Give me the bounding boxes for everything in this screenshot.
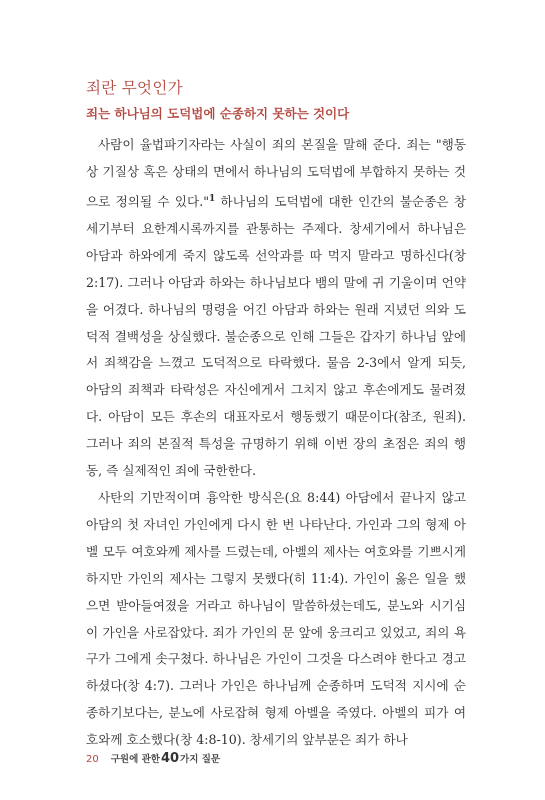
book-title-number: 40 [160, 751, 180, 766]
footnote-marker[interactable]: 1 [209, 193, 216, 204]
page-footer [86, 751, 220, 766]
book-title-suffix: 가지 질문 [180, 754, 221, 765]
paragraph-1-text-before-note: 사람이 율법파기자라는 사실이 죄의 본질을 말해 준다. 죄는 "행동상 기질상 혹은 상태의 면에서 하나님의 도덕법에 부합하지 못하는 것으로 정의될 수 있다." [86, 137, 466, 209]
section-title: 죄란 무엇인가 [86, 79, 183, 97]
paragraph-1 [86, 132, 466, 485]
book-title-prefix: 구원에 관한 [110, 754, 160, 765]
section-subtitle: 죄는 하나님의 도덕법에 순종하지 못하는 것이다 [86, 106, 350, 121]
book-title [111, 751, 220, 766]
paragraph-2: 사탄의 기만적이며 흉악한 방식은(요 8:44) 아담에서 끝나지 않고 아담의 첫 자녀인 가인에게 다시 한 번 나타난다. 가인과 그의 형제 아벨 모두 여호와께 제사를 드렸는데, 아벨의 제사는 여호와를 기쁘시게 하지만 가인의 제사는 그렇지 못했다(히 11:4). 가인이 옳은 일을 했으면 받아들여졌을 거라고 하나님이 말씀하셨는데도, 분노와 시기심이 가인을 사로잡았다. 죄가 가인의 문 앞에 웅크리고 있었고, 죄의 욕구가 그에게 솟구쳤다. 하나님은 가인이 그것을 다스려야 한다고 경고하셨다(창 4:7). 그러나 가인은 하나님께 순종하며 도덕적 지시에 순종하기보다는, 분노에 사로잡혀 형제 아벨을 죽였다. 아벨의 피가 여호와께 호소했다(창 4:8-10). 창세기의 앞부분은 죄가 하나 [86, 489, 466, 748]
page-number: 20 [86, 754, 99, 765]
body-text [86, 132, 466, 754]
paragraph-1-text-after-note: 하나님의 도덕법에 대한 인간의 불순종은 창세기부터 요한계시록까지를 관통하는 주제다. 창세기에서 하나님은 아담과 하와에게 죽지 않도록 선악과를 따 먹지 말라고 명하신다(창 2:17). 그러나 아담과 하와는 하나님보다 뱀의 말에 귀 기울이며 언약을 어겼다. 하나님의 명령을 어긴 아담과 하와는 원래 지녔던 의와 도덕적 결백성을 상실했다. 불순종으로 인해 그들은 갑자기 하나님 앞에서 죄책감을 느꼈고 도덕적으로 타락했다. 물음 2-3에서 알게 되듯, 아담의 죄책과 타락성은 자신에게서 그치지 않고 후손에게도 물려졌다. 아담이 모든 후손의 대표자로서 행동했기 때문이다(참조, 원죄). 그러나 죄의 본질적 특성을 규명하기 위해 이번 장의 초점은 죄의 행동, 즉 실제적인 죄에 국한한다. [86, 194, 466, 479]
